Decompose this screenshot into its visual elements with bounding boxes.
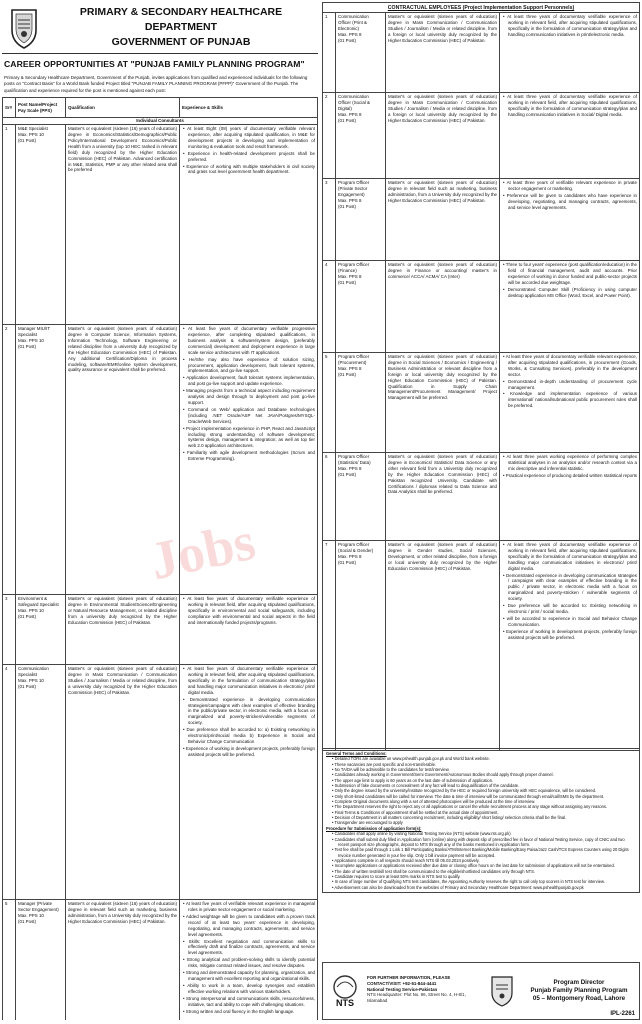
info-city: Islamabad <box>367 998 388 1004</box>
terms-item: • These vacancies are post specific and non-transferable. <box>326 762 636 767</box>
col-header-qualification: Qualification <box>66 98 180 118</box>
experience-item: • Preference will be given to candidates who have experience in developing, negotiating, and managing contracts, agreements, and service level agreements. <box>502 193 637 211</box>
terms-item: • Transgender are encouraged to apply <box>326 820 636 825</box>
job-post-pps: Max. PPS 10 <box>18 337 44 343</box>
job-post-post: Communication Officer (Print & Electronic) <box>338 14 369 31</box>
experience-item: • Demonstrated Computer Skill (Proficiency in using computer desktop application MS Office (Word, Excel, and Power Point). <box>502 287 637 299</box>
job-experience <box>180 900 318 1020</box>
job-post-count: (01 Post) <box>18 137 37 143</box>
job-post-count: (01 Post) <box>338 279 357 285</box>
job-post-post: M&E Specialist <box>18 126 48 132</box>
job-post-count: (01 Post) <box>338 37 357 43</box>
job-post-post: Program Officer (Statistics/ Data) <box>338 454 371 465</box>
terms-item: • Submission of fake documents or concealment of any fact will lead to disqualification of the candidate. <box>326 783 636 788</box>
experience-item: • Three to four years' experience (post qualification/education) in the field of financial management, audit and accounts. Prior experience of working in donor funded and public-sector projects will be accorded due weightage. <box>502 262 637 286</box>
general-terms-title: General Terms and Conditions: <box>326 751 387 756</box>
job-qualification: Master's or equivalent (sixteen years of education) degree in Mass Communication / Communication Studies / Journalism / Media or related discipline, from a foreign or local university duly recognized by the Higher Education Commission (HEC) of Pakistan. <box>386 13 500 93</box>
job-experience <box>180 125 318 325</box>
experience-item: • At least Eight (08) years of documentary verifiable relevant experience, after acquiring stipulated qualification, in M&E for development projects in developing and implementation of monitoring & evaluation tools and result framework. <box>182 126 315 150</box>
job-post-post: Manager MIU/IT Specialist <box>18 326 50 338</box>
terms-item: • Detailed TORs are available on www.pshealth.punjab.gov.pk and World bank website. <box>326 756 636 761</box>
terms-item: • Only the degree issued by the university/institute recognized by the HEC or required foreign university with HEC equivalence, will be considered. <box>326 788 636 793</box>
terms-item: • Candidates already working in Government/Semi Government/Autonomous Bodies should apply through proper channel. <box>326 772 636 777</box>
terms-item: • Candidate requires to score at least 50% marks in NTS test to qualify. <box>326 874 636 879</box>
experience-item: • At least five years of documentary verifiable progressive experience, after completing stipulated qualifications, in business analysis & software/system design, (preferably commercial) development and deployment experience in large scale service architectures with IT applications. <box>182 326 315 356</box>
experience-item: • At least three years of documentary verifiable experience of working in relevant field, after acquiring stipulated qualifications, specifically in the formulation of communication strategy/plan and handling communication initiatives in print/electronic media. <box>502 14 637 38</box>
job-post <box>336 179 386 261</box>
govt-seal-icon <box>488 975 516 1007</box>
experience-item: • At least three years of verifiable relevant experience in private sector engagement or marketing. <box>502 180 637 192</box>
job-post <box>336 453 386 541</box>
job-post <box>336 261 386 353</box>
job-post <box>16 325 66 595</box>
job-post-pps: Max. PPS 10 <box>18 677 44 683</box>
job-post-pps: Max. PPS 8 <box>338 197 362 203</box>
director-title: Program Director <box>553 979 605 986</box>
job-row <box>323 13 640 93</box>
experience-item: • Due preference will be accorded to: Existing networking in electronic / print / social media. <box>502 603 637 615</box>
terms-item: • No TA/DA will be admissible to the candidates for test/interview. <box>326 767 636 772</box>
job-experience <box>180 325 318 595</box>
job-experience <box>180 595 318 665</box>
experience-item: • Added weightage will be given to candidates with a proven track record of at least two years' experience in developing, negotiating, and managing contracts, agreements, and service level agreements. <box>182 914 315 938</box>
job-row <box>3 125 318 325</box>
experience-item: • At least three years working experience of performing complex statistical analyses in an analytics and/or research context via a mix descriptive and inferential statistic. <box>502 454 637 472</box>
terms-item: • Test fee shall be paid through 1 Link 1 Bill Participating Banks/ATM/Internet Banking/Mobile Banking/Easy Paisa/Jazz Cash/TCS Express Counters using 20 Digits Invoice number generated in your fee slip. Only 1 bill invoice payment will be accepted. <box>326 847 636 858</box>
job-serial: 4 <box>323 261 336 353</box>
job-serial: 3 <box>3 595 16 665</box>
job-post-count: (01 Post) <box>338 203 357 209</box>
experience-item: • Strong and demonstrated capacity for planning, organization, and management with excellent reporting and organizational skills. <box>182 970 315 982</box>
job-post-pps: Max. PPS 8 <box>338 553 362 559</box>
experience-item: • Experience in health-related development projects shall be preferred. <box>182 151 315 163</box>
job-experience <box>500 261 640 353</box>
job-post-post: Program Officer (Social & Gender) <box>338 542 374 553</box>
government-name: GOVERNMENT OF PUNJAB <box>111 36 251 48</box>
job-experience <box>180 665 318 900</box>
job-post-pps: Max. PPS 10 <box>18 607 44 613</box>
individual-consultants-table <box>2 97 318 1020</box>
contact-info <box>367 963 485 1019</box>
job-qualification: Master's or equivalent (sixteen years of education) degree in Mass Communication / Communication Studies / Journalism / Media or related discipline, from a foreign or local university duly recognized by the Higher Education Commission (HEC) of Pakistan. <box>386 93 500 179</box>
info-org: National Testing Service-Pakistan <box>367 986 438 992</box>
job-qualification: Master's or equivalent (sixteen years of education) degree in Economics/ Statistics/ Data Science or any other relevant field from a University duly recognized by the Higher Education Commission (HEC) of Pakistan recognized University. Candidate with Certifications / diplomas related to Data Science and Data Analytics shall be preferred. <box>386 453 500 541</box>
job-qualification: Master's or equivalent (sixteen years of education) degree in Environmental Studies/Science/Engineering or Natural Resource Management, or related discipline from a university duly recognized by the Higher Education Commission (HEC) of Pakistan. <box>66 595 180 665</box>
experience-item: • At least three years of documentary verifiable experience of working in relevant field, after acquiring stipulated qualifications, specifically in the formulation of communication strategy/plan and handling major communication initiatives in electronic/ print/ digital media. <box>502 542 637 572</box>
job-serial: 1 <box>3 125 16 325</box>
job-experience <box>500 13 640 93</box>
nts-logo-icon <box>325 973 365 1009</box>
job-row <box>3 595 318 665</box>
job-post <box>16 125 66 325</box>
job-row <box>323 453 640 541</box>
job-post-post: Communication Officer (Social & Digital) <box>338 94 370 111</box>
job-row <box>323 93 640 179</box>
experience-item: • Command on Web/ application and Database technologies (including .NET Oracle/ASP Net JAVA/Postgres/MYSQL-Oracle/Web Services). <box>182 407 315 425</box>
job-qualification: Master's or equivalent (sixteen years of education) degree in Mass Communication / Communication Studies / Journalism / Media or related discipline, from a university duly recognized by the Higher Education Commission (HEC) of Pakistan. <box>66 665 180 900</box>
experience-item: • Demonstrated experience in developing communication strategies / campaigns with clear examples of effective branding in the public / private sector, in electronic media with a focus on marginalized and poverty-stricken / vulnerable segments of society. <box>502 573 637 603</box>
job-serial: 3 <box>323 179 336 261</box>
job-qualification: Master's or equivalent (sixteen years of education) degree in Finance or accounting/ master's in commerce/ ACCA/ ACMA/ CA (Inter) <box>386 261 500 353</box>
section-contractual-employees: CONTRACTUAL EMPLOYEES (Project Implementation Support Personnels) <box>322 2 640 12</box>
job-post-pps: Max. PPS 10 <box>18 132 44 138</box>
job-serial: 6 <box>323 453 336 541</box>
job-post-count: (01 Post) <box>18 343 37 349</box>
job-experience <box>500 453 640 541</box>
section-individual-consultants: Individual Consultants <box>3 118 318 125</box>
job-serial: 2 <box>3 325 16 595</box>
experience-item: • Knowledge and implementation experience of various international/ national/subnational public procurement rules shall be preferred. <box>502 391 637 409</box>
job-post <box>336 541 386 751</box>
job-serial: 4 <box>3 665 16 900</box>
watermark: Jobs <box>144 510 261 592</box>
job-post-count: (01 Post) <box>338 117 357 123</box>
job-post-post: Environment & Safeguard Specialist <box>18 596 59 608</box>
experience-item: • Familiarity with agile development methodologies (Scrum and Extreme Programming). <box>182 450 315 462</box>
terms-item: • Candidates shall submit duly filled in Application form (online) along with deposit slip of prescribed fee in favor of National Testing Service, copy of CNIC and two recent passport size photographs, deposit to NTS through any of the banks mentioned in Application form. <box>326 837 636 848</box>
job-serial: 7 <box>323 541 336 751</box>
job-post <box>336 93 386 179</box>
department-name: PRIMARY & SECONDARY HEALTHCARE DEPARTMENT <box>79 6 283 33</box>
job-experience <box>500 541 640 751</box>
terms-item: • In case of large number of Qualifying NTS test candidates, the Appointing Authority reserves the right to call only top scorers in NTS test for interview. <box>326 879 636 884</box>
general-terms <box>322 748 640 893</box>
left-column <box>2 2 318 1020</box>
nts-logo <box>323 963 367 1019</box>
job-qualification: Master's or equivalent (sixteen years of education) degree in Gender studies, Social Sciences, Development, or other related discipline, from a foreign or local university duly recognized by the Higher Education Commission (HEC) of Pakistan. <box>386 541 500 751</box>
terms-item: • Decision of Department in all matters concerning recruitment, including eligibility/ short listing/ selection criteria shall be the final. <box>326 815 636 820</box>
job-post-post: Communication Specialist <box>18 666 49 678</box>
experience-item: • Experience of working in development projects, preferably foreign assisted projects will be preferred. <box>182 746 315 758</box>
terms-item: • Incomplete applications or applications received after due date or closing office hours on the last date for submission of applications will not be entertained. <box>326 863 636 868</box>
job-post-count: (01 Post) <box>338 559 357 565</box>
job-serial: 5 <box>323 353 336 453</box>
footer <box>322 962 640 1020</box>
info-address: NTS Headquarter: Plot No. 96, Street No. 4, H-8/1, <box>367 992 466 998</box>
terms-item: • The date of written test/skill test shall be communicated to the eligible/shortlisted candidates only through NTS. <box>326 869 636 874</box>
job-experience <box>500 179 640 261</box>
department-header <box>2 2 318 54</box>
experience-item: • Skills: Excellent negotiation and communication skills to effectively draft and finalize contracts, agreements, and service level agreements. <box>182 939 315 957</box>
job-post-post: Manager (Private Sector Engagement) <box>18 901 59 913</box>
right-column <box>322 2 640 1020</box>
job-row <box>3 325 318 595</box>
experience-item: • Managing projects from a technical aspect including requirement analysis and design through to deployment and post go-live support. <box>182 388 315 406</box>
job-row <box>323 353 640 453</box>
experience-item: • He/She may also have experience of: solution sizing, procurement, application development, fault tolerant systems, implementation, and go-live support. <box>182 357 315 375</box>
experience-item: • Demonstrated in-depth understanding of procurement cycle management. <box>502 379 637 391</box>
job-post-pps: Max. PPS 8 <box>338 365 362 371</box>
svg-text:NTS: NTS <box>336 998 354 1008</box>
job-post-count: (01 Post) <box>18 683 37 689</box>
experience-item: • Strong written and oral fluency in the English language. <box>182 1009 315 1015</box>
job-post <box>16 595 66 665</box>
experience-item: • Practical experience of producing detailed written statistical reports <box>502 473 637 479</box>
experience-item: • Due preference shall be accorded to: a) Existing networking in electronic/print/social media b) Experience in Social and Behavior Change Communication <box>182 727 315 745</box>
col-header-experience: Experience & Skills <box>180 98 318 118</box>
terms-item: • The Department reserves the right to reject any or all applications or cancel the whole recruitment process at any stage without assigning any reasons. <box>326 804 636 809</box>
job-post-pps: Max. PPS 8 <box>338 111 362 117</box>
job-row <box>3 900 318 1020</box>
career-title: CAREER OPPORTUNITIES AT "PUNJAB FAMILY PLANNING PROGRAM" <box>4 59 305 69</box>
procedure-title: Procedure for Submission of application form(s): <box>326 825 422 831</box>
terms-item: • The upper age limit to apply is 60 years as on the last date of submission of application. <box>326 778 636 783</box>
terms-item: • Applications complete in all respects should reach NTS till 05.03.2024 positively. <box>326 858 636 863</box>
info-title: FOR FURTHER INFORMATION, PLEASE <box>367 975 451 980</box>
experience-item: • At least five years of documentary verifiable experience of working in relevant field, after acquiring stipulated qualifications, specifically in the formulation of communication strategy/plan and handling major communication initiatives in electronic/ print/ digital media. <box>182 666 315 696</box>
experience-item: • At least five years of documentary verifiable experience of working in relevant field, after acquiring stipulated qualifications, specifically in environmental and social safeguards, including compliance with environmental and social aspects in the field and internationally funded projects/programs. <box>182 596 315 626</box>
job-post-count: (01 Post) <box>18 918 37 924</box>
director-program: Punjab Family Planning Program <box>530 987 628 994</box>
job-experience <box>500 353 640 453</box>
job-post <box>336 13 386 93</box>
job-row <box>323 179 640 261</box>
terms-item: • Only short-listed candidates will be called for interview. The date & time of interview will be communicated through email/call/SMS by the department. <box>326 794 636 799</box>
info-phone: CONTACT/VISIT: +92-51-844-4441 <box>367 980 437 986</box>
terms-item: • Advertisement can also be downloaded from the websites of Primary and Secondary Healthcare Department: www.pshealthpunjab.gov.pk <box>326 885 636 890</box>
job-qualification: Master's or equivalent (sixteen years of education) degree in Computer Science, Information Systems, Information Technology, Software Engineering or related discipline from a university duly recognized by the Higher Education Commission (HEC) of Pakistan. Any additional Certification/Diploma in process modeling, software/EMR/online system development, quality assurance or equivalent shall be preferred. <box>66 325 180 595</box>
job-qualification: Master's or equivalent (sixteen years of education) degree in Social Sciences / Economics / Engineering / Business Administration or relevant discipline from a foreign or local university duly recognized by the Higher Education Commission (HEC) of Pakistan. Qualification in Supply Chain Management/Procurement Management/ Project Management will be preferred. <box>386 353 500 453</box>
job-post <box>336 353 386 453</box>
experience-item: • Project implementation experience in PHP, React and JavaScript including strong understanding of software development; systems design, management & integration; as well as top tier web 2.0 application architectures. <box>182 426 315 450</box>
experience-item: • Experience of working in development projects, preferably foreign assisted projects will be preferred. <box>502 629 637 641</box>
job-qualification: Master's or equivalent (sixteen (16) years of education) degree in Economics/Statistics/Demographics/Public Policy/International Development Economics/Public Health from a university (top 10 HEC ranked in relevant field) duly recognized by the Higher Education Commission (HEC) of Pakistan. Advanced certification in M&E, Statistics, PMP or any other related area shall be preferred <box>66 125 180 325</box>
job-serial: 5 <box>3 900 16 1020</box>
job-serial: 2 <box>323 93 336 179</box>
experience-item: • Strong interpersonal and communications skills, resourcefulness, initiative, tact and ability to cope with challenging situations. <box>182 996 315 1008</box>
experience-item: • At least three years of documentary verifiable experience of working in relevant field, after acquiring stipulated qualifications, specifically in the formulation of communication strategy/plan and handling communication initiatives in Social/ Digital media. <box>502 94 637 118</box>
job-qualification: Master's or equivalent (sixteen years of education) degree in relevant field such as marketing, business administration, from a University duly recognized by the Higher Education Commission (HEC) of Pakistan. <box>386 179 500 261</box>
ad-code: IPL-2261 <box>610 1011 635 1017</box>
experience-item: • Ability to work in a team, develop synergies and establish effective working relations with various stakeholders. <box>182 983 315 995</box>
experience-item: • Application development, fault tolerant systems implementation, and post go-live support and update experience. <box>182 375 315 387</box>
job-qualification: Master's or equivalent (sixteen (16) years of education) degree in relevant field such as marketing, business administration, from a University duly recognized by the Higher Education Commission (HEC) of Pakistan. <box>66 900 180 1020</box>
director-address: 05 – Montgomery Road, Lahore <box>532 995 626 1002</box>
punjab-logo <box>485 963 519 1019</box>
job-post-pps: Max. PPS 10 <box>18 912 44 918</box>
job-post-pps: Max. PPS 8 <box>338 465 362 471</box>
punjab-emblem-icon <box>4 6 44 50</box>
job-post <box>16 900 66 1020</box>
job-post-post: Program Officer (Finance) <box>338 262 370 273</box>
experience-item: • At least five years of verifiable relevant experience in managerial roles in private sector engagement or social marketing. <box>182 901 315 913</box>
job-post-count: (01 Post) <box>338 371 357 377</box>
job-row <box>3 665 318 900</box>
job-experience <box>500 93 640 179</box>
experience-item: • At least three years of documentary verifiable relevant experience, after acquiring stipulated qualifications, in procurement (Goods, Works, & Consulting Services), preferably in the development sector. <box>502 354 637 378</box>
terms-item: • Candidates shall apply online by visiting National Testing Service (NTS) website (www.nts.org.pk) <box>326 831 636 836</box>
job-post-post: Program Officer (Private Sector Engagement) <box>338 180 370 197</box>
experience-item: • will be accorded to experience in Social and Behavior Change Communication. <box>502 616 637 628</box>
job-post-count: (01 Post) <box>18 613 37 619</box>
job-post-pps: Max. PPS 8 <box>338 273 362 279</box>
job-post-pps: Max. PPS 8 <box>338 31 362 37</box>
job-post-post: Program Officer (Procurement) <box>338 354 370 365</box>
intro-paragraph: Primary & Secondary Healthcare Department, Government of the Punjab, invites applications from qualified and experienced individuals for the following posts on "Contract Basis" for a World Bank funded Project titled "PUNJAB FAMILY PLANNING PROGRAM (PFPP)" Government of the Punjab. The qualification and experience required for the post is mentioned against each post: <box>4 75 308 93</box>
col-header-sr: Sr# <box>3 98 16 118</box>
experience-item: • Strong analytical and problem-solving skills to identify potential risks, mitigate contract related issues, and resolve disputes. <box>182 957 315 969</box>
terms-item: • Final Terms & Conditions of appointment shall be settled at the actual date of appointment. <box>326 810 636 815</box>
job-row <box>323 261 640 353</box>
contractual-employees-table <box>322 12 640 751</box>
experience-item: • Experience of working with multiple stakeholders in civil society and grass root level government health department. <box>182 164 315 176</box>
col-header-post: Post Name/Project Pay Scale (PPS) <box>16 98 66 118</box>
job-row <box>323 541 640 751</box>
terms-item: • Complete Original documents along with a set of attested photocopies will be produced at the time of interview. <box>326 799 636 804</box>
experience-item: • Demonstrated experience in developing communication strategies/campaigns with clear examples of effective branding in the public/private sector, in electronic media, with a focus on marginalized and poverty-stricken/vulnerable segments of society. <box>182 697 315 727</box>
job-serial: 1 <box>323 13 336 93</box>
job-post-count: (01 Post) <box>338 471 357 477</box>
job-post <box>16 665 66 900</box>
